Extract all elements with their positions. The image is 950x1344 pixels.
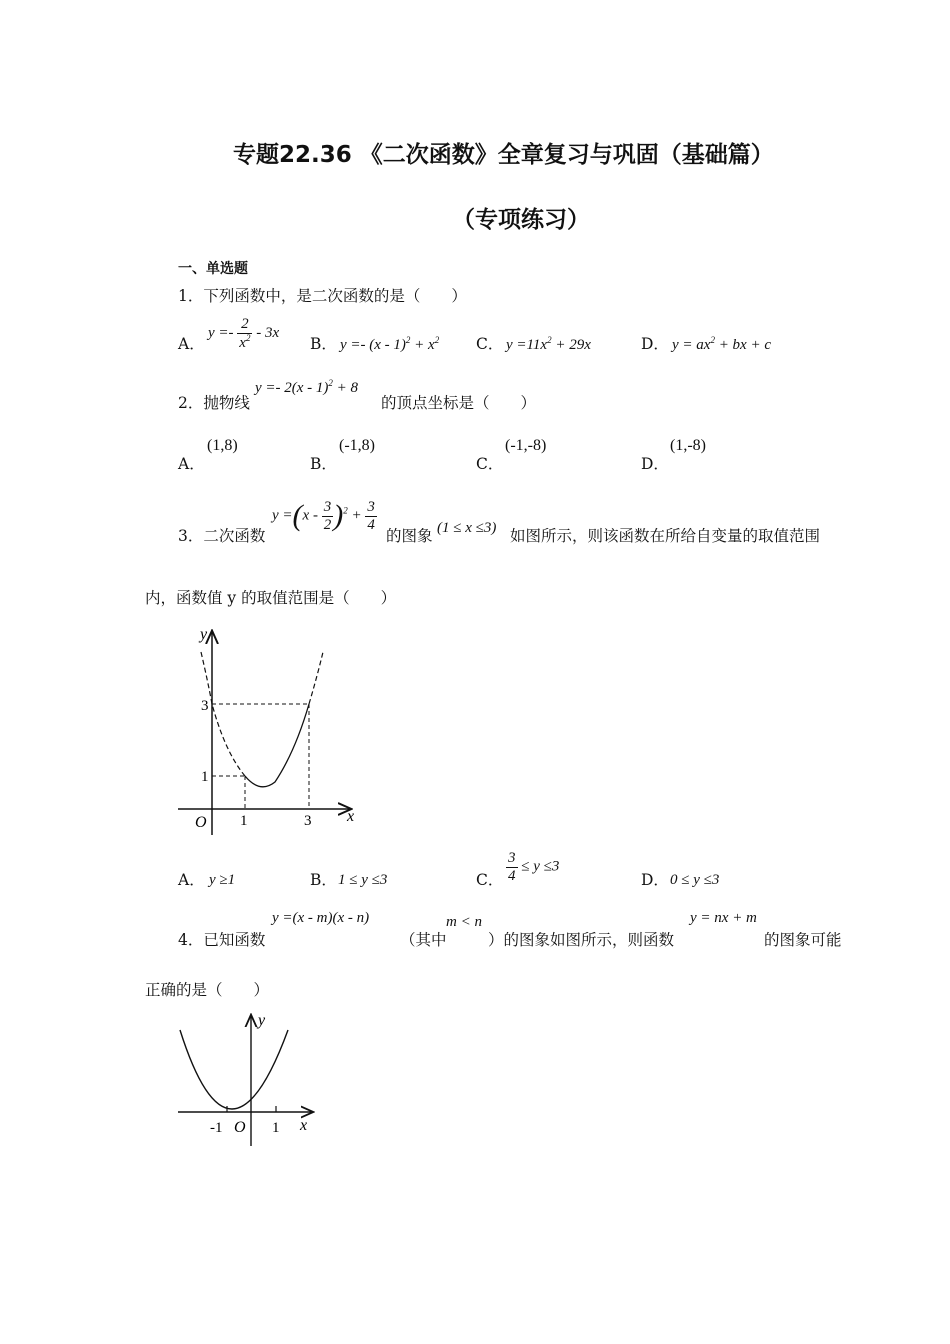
q3-tick-x3: 3 (304, 813, 312, 829)
q4-expr1: y =(x - m)(x - n) (272, 910, 370, 926)
q3-tick-x1: 1 (240, 813, 248, 829)
q3-origin-label: O (195, 814, 207, 831)
q3-option-b-label: B． (310, 871, 337, 889)
q3-stem-pre: 3．二次函数 (178, 527, 266, 545)
q3-x-label: x (347, 808, 355, 825)
q1-option-a-label: A． (178, 335, 205, 353)
q3-expr: y =(x - $\frac{3}{2}$ )$^2$ + $\frac{3}{4}$ (272, 499, 375, 533)
q4-graph (170, 1008, 330, 1153)
q4-stem-mid2: ）的图象如图所示，则函数 (488, 931, 675, 949)
q2-option-c-value: (-1,-8) (505, 437, 547, 454)
q3-option-a-label: A． (178, 871, 205, 889)
q1-option-c-expr: $y =11x^2 + 29x$ (506, 335, 591, 353)
q4-stem-mid1: （其中 (400, 931, 447, 949)
question-2-stem (178, 391, 250, 413)
q3-y-label: y (200, 626, 208, 643)
q3-graph (170, 622, 370, 842)
q1-option-b-label: B． (310, 335, 337, 353)
q4-tick-pos1-label: 1 (272, 1120, 280, 1136)
q3-stem-mid: 的图象 (386, 527, 433, 545)
q1-option-b-expr: $y =- (x - 1)^2 + x^2$ (340, 335, 440, 353)
q3-stem-post: 如图所示，则该函数在所给自变量的取值范围 (510, 527, 821, 545)
question-1-stem: 1．下列函数中，是二次函数的是（ ） (178, 287, 467, 305)
page-title: 专题22.36 《二次函数》全章复习与巩固（基础篇） (233, 142, 774, 168)
q1-option-c-label: C． (476, 335, 504, 353)
q3-tick-y3: 3 (201, 698, 209, 714)
q3-domain: (1 ≤ x ≤3) (437, 520, 497, 536)
q2-expr: y =- 2(x - 1)$^2$ + 8 (255, 378, 359, 396)
q4-x-label: x (300, 1117, 308, 1134)
q3-tick-y1: 1 (201, 769, 209, 785)
q3-curve-right-dashed (309, 652, 323, 704)
q2-option-d-label: D． (641, 455, 669, 473)
q2-option-c-label: C． (476, 455, 504, 473)
q4-stem-pre: 4．已知函数 (178, 931, 266, 949)
q1-option-d-expr: $y = ax^2$ + bx + c (672, 335, 771, 353)
q3-stem-line2: 内，函数值 y 的取值范围是（ ） (145, 589, 397, 607)
q4-parabola (180, 1030, 288, 1109)
q2-option-b-value: (-1,8) (339, 437, 375, 454)
q1-option-d-label: D． (641, 335, 669, 353)
q3-curve-solid (245, 704, 309, 787)
q2-option-a-label: A． (178, 455, 205, 473)
q3-option-d-label: D． (641, 871, 669, 889)
q3-option-b-value: 1 ≤ y ≤3 (338, 872, 388, 888)
page-subtitle: （专项练习） (452, 207, 590, 233)
q2-stem-post: 的顶点坐标是（ ） (381, 394, 537, 412)
q4-stem-line2: 正确的是（ ） (145, 981, 270, 999)
q2-stem-pre: 2．抛物线 (178, 394, 250, 412)
section-heading: 一、单选题 (178, 261, 248, 277)
q3-option-c-label: C． (476, 871, 504, 889)
q3-option-c-value: $\frac{3}{4}$ ≤ y ≤3 (508, 850, 560, 884)
q2-option-a-value: (1,8) (207, 437, 238, 454)
q4-cond: m < n (446, 914, 482, 930)
q4-expr2: y = nx + m (690, 910, 757, 926)
q3-option-d-value: 0 ≤ y ≤3 (670, 872, 720, 888)
q2-option-b-label: B． (310, 455, 337, 473)
q3-curve-left-dashed (201, 652, 245, 776)
q1-option-a-expr: y =- $\frac{2}{x^2}$ - 3x (208, 316, 280, 351)
q4-y-label: y (258, 1012, 266, 1029)
q3-option-a-value: y ≥1 (209, 872, 236, 888)
q4-origin-label: O (234, 1119, 246, 1136)
q2-option-d-value: (1,-8) (670, 437, 706, 454)
q4-tick-neg1-label: -1 (210, 1120, 223, 1136)
q4-stem-post: 的图象可能 (764, 931, 842, 949)
